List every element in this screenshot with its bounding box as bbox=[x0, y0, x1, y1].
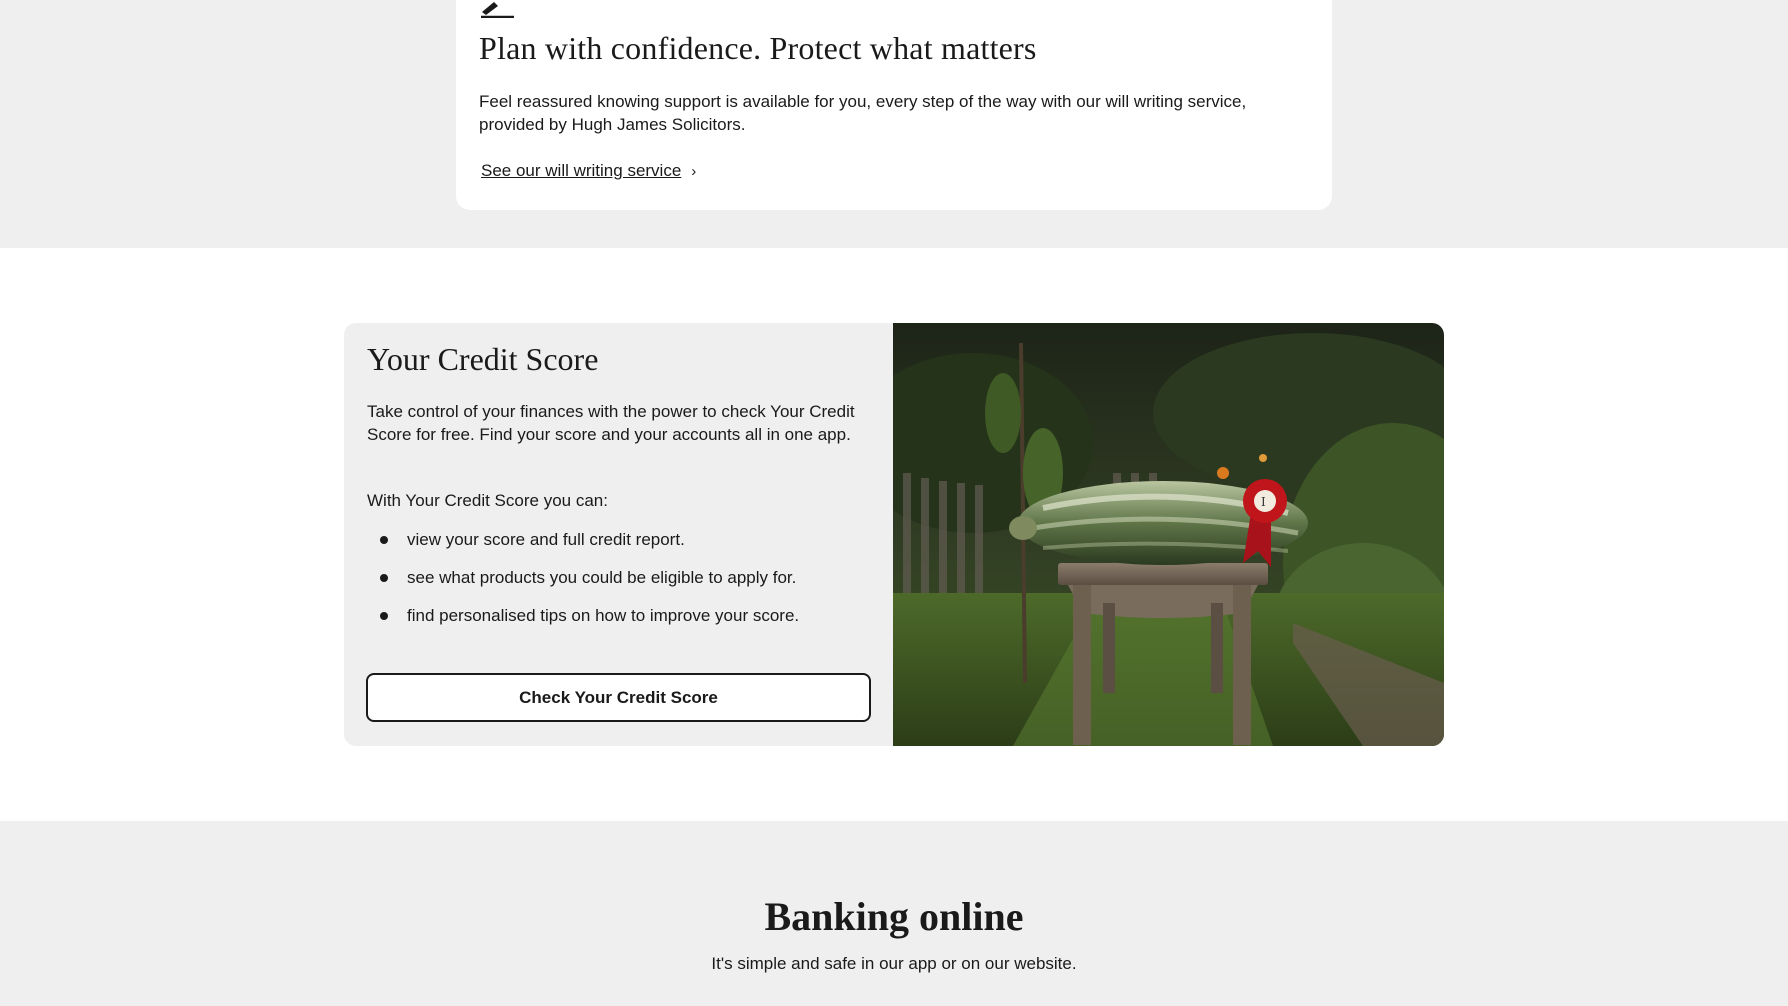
will-description: Feel reassured knowing support is available for you, every step of the way with our will writing service, provided by Hugh James Solicitors. bbox=[479, 92, 1247, 134]
svg-text:I: I bbox=[1261, 495, 1266, 509]
bullet-icon bbox=[380, 612, 388, 620]
bullet-icon bbox=[380, 536, 388, 544]
credit-score-card bbox=[344, 323, 1444, 746]
credit-intro: Take control of your finances with the power to check Your Credit Score for free. Find your score and your accounts all in one app. bbox=[367, 402, 855, 444]
list-item: view your score and full credit report. bbox=[367, 528, 799, 566]
credit-benefits-list bbox=[367, 528, 799, 642]
will-writing-section bbox=[0, 0, 1788, 248]
banking-online-section bbox=[0, 821, 1788, 1006]
pen-icon bbox=[480, 0, 516, 18]
will-link-label: See our will writing service bbox=[481, 161, 682, 180]
will-writing-link[interactable] bbox=[481, 161, 696, 181]
check-credit-score-button[interactable]: Check Your Credit Score bbox=[366, 673, 871, 722]
will-writing-card bbox=[456, 0, 1332, 210]
credit-lead: With Your Credit Score you can: bbox=[367, 491, 608, 510]
will-title: Plan with confidence. Protect what matters bbox=[479, 30, 1037, 66]
list-item: see what products you could be eligible to apply for. bbox=[367, 566, 799, 604]
marrow-on-stool-with-rosette-photo bbox=[893, 323, 1444, 746]
chevron-right-icon: › bbox=[691, 163, 697, 180]
banking-subtitle: It's simple and safe in our app or on our website. bbox=[711, 954, 1077, 973]
list-item: find personalised tips on how to improve your score. bbox=[367, 604, 799, 642]
credit-score-section bbox=[0, 248, 1788, 821]
bullet-icon bbox=[380, 574, 388, 582]
credit-title: Your Credit Score bbox=[367, 341, 599, 377]
banking-title: Banking online bbox=[764, 894, 1024, 939]
